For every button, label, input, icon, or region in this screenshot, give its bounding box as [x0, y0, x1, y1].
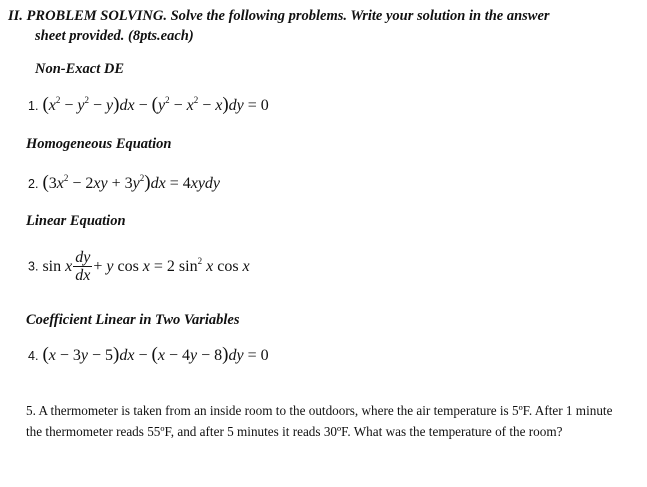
problem-2-number: 2. — [28, 177, 39, 191]
problem-1 — [28, 94, 269, 116]
section-non-exact-de: Non-Exact DE — [35, 61, 125, 77]
problem-4 — [28, 344, 269, 366]
instructions-line-2: sheet provided. (8pts.each) — [35, 28, 194, 44]
section-linear: Linear Equation — [26, 213, 126, 229]
problem-3-number: 3. — [28, 259, 39, 274]
problem-5-text: 5. A thermometer is taken from an inside room to the outdoors, where the air temperature is 5ºF. After 1 minute the thermometer reads 55ºF, and after 5 minutes it reads 30ºF. What was the temperature of the room? — [26, 403, 613, 439]
problem-4-number: 4. — [28, 349, 39, 363]
section-coefficient-linear: Coefficient Linear in Two Variables — [26, 312, 240, 328]
problem-2-equation: $(3x^2 - 2xy + 3y^2)dx$ = 4xydy — [42, 172, 221, 193]
problem-3 — [28, 249, 250, 285]
section-homogeneous: Homogeneous Equation — [26, 136, 172, 152]
problem-1-equation: $(x^2 - y^2 - y)dx - (y^2 - x^2 - x)dy = 0$ — [42, 94, 269, 115]
problem-1-number: 1. — [28, 99, 39, 113]
problem-2 — [28, 172, 220, 194]
problem-4-equation: (x − 3y − 5)dx − (x − 4y − 8)dy = 0 — [42, 344, 269, 365]
problem-3-equation: sin x $\frac{dy}{dx}$ + y cos x = 2 $\sin^2 x$ cos x — [42, 249, 250, 284]
instructions-line-1: II. PROBLEM SOLVING. Solve the following problems. Write your solution in the answer — [8, 8, 550, 24]
